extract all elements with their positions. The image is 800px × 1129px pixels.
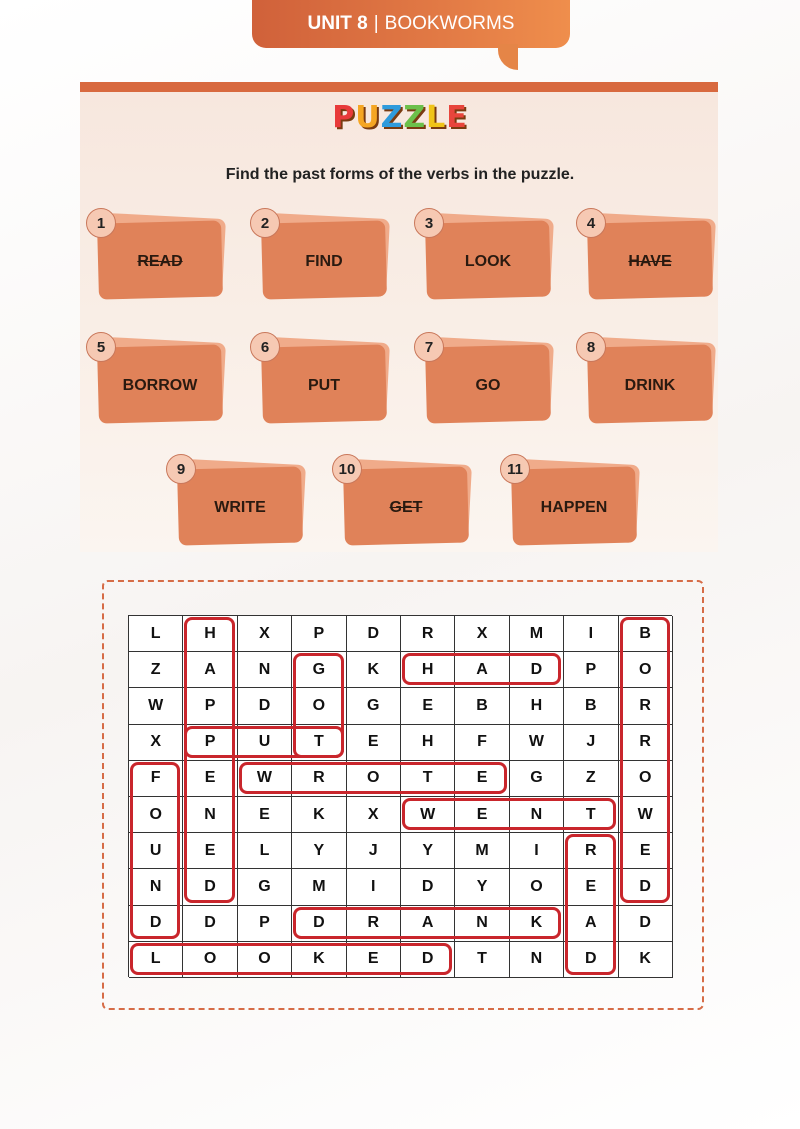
grid-cell: K: [347, 652, 401, 688]
grid-cell: R: [619, 688, 673, 724]
grid-cell: O: [238, 942, 292, 978]
verb-card: [507, 460, 636, 544]
grid-cell: H: [401, 652, 455, 688]
grid-cell: D: [619, 906, 673, 942]
grid-cell: T: [292, 725, 346, 761]
grid-cell: J: [347, 833, 401, 869]
verb-number: 1: [86, 208, 116, 238]
grid-cell: D: [129, 906, 183, 942]
verb-number: 11: [500, 454, 530, 484]
puzzle-title-letter: U: [355, 100, 381, 135]
verb-card: [176, 460, 302, 544]
puzzle-title-letter: E: [446, 100, 468, 135]
verb-word: FIND: [305, 253, 343, 270]
grid-cell: M: [292, 869, 346, 905]
verb-card: [424, 214, 550, 298]
grid-cell: Z: [129, 652, 183, 688]
grid-cell: O: [347, 761, 401, 797]
grid-cell: A: [455, 652, 509, 688]
grid-cell: O: [292, 688, 346, 724]
grid-cell: D: [183, 869, 237, 905]
grid-cell: D: [238, 688, 292, 724]
verb-number: 4: [576, 208, 606, 238]
grid-cell: A: [401, 906, 455, 942]
grid-cell: N: [510, 942, 564, 978]
grid-cell: J: [564, 725, 618, 761]
grid-cell: X: [238, 616, 292, 652]
grid-cell: W: [129, 688, 183, 724]
grid-cell: D: [401, 942, 455, 978]
unit-tab-tail: [498, 44, 518, 70]
verb-word: BORROW: [122, 377, 198, 394]
verb-card: [424, 338, 550, 422]
puzzle-title: [0, 100, 800, 135]
grid-cell: D: [510, 652, 564, 688]
grid-cell: F: [129, 761, 183, 797]
grid-cell: X: [455, 616, 509, 652]
grid-cell: E: [619, 833, 673, 869]
unit-title: BOOKWORMS: [384, 13, 515, 34]
grid-cell: R: [347, 906, 401, 942]
grid-cell: K: [292, 797, 346, 833]
grid-cell: I: [564, 616, 618, 652]
verb-word: HAPPEN: [540, 499, 608, 516]
puzzle-title-letter: Z: [380, 100, 404, 135]
grid-cell: M: [510, 616, 564, 652]
grid-cell: R: [619, 725, 673, 761]
grid-cell: P: [292, 616, 346, 652]
grid-cell: D: [401, 869, 455, 905]
grid-cell: O: [619, 761, 673, 797]
grid-cell: E: [238, 797, 292, 833]
unit-label: UNIT 8: [307, 13, 368, 34]
verb-card: [586, 338, 712, 422]
grid-cell: G: [238, 869, 292, 905]
grid-cell: N: [183, 797, 237, 833]
grid-cell: Y: [292, 833, 346, 869]
verb-number: 10: [332, 454, 362, 484]
grid-cell: E: [347, 725, 401, 761]
grid-cell: X: [129, 725, 183, 761]
grid-cell: E: [347, 942, 401, 978]
grid-cell: E: [183, 761, 237, 797]
grid-cell: K: [619, 942, 673, 978]
grid-cell: H: [510, 688, 564, 724]
word-search-grid: [128, 615, 672, 977]
grid-cell: A: [564, 906, 618, 942]
grid-cell: Y: [401, 833, 455, 869]
verb-card: [96, 338, 222, 422]
grid-cell: P: [238, 906, 292, 942]
verb-word: GET: [389, 499, 423, 516]
grid-cell: X: [347, 797, 401, 833]
verb-card: [96, 214, 222, 298]
grid-cell: E: [564, 869, 618, 905]
grid-cell: U: [238, 725, 292, 761]
grid-cell: D: [183, 906, 237, 942]
grid-cell: O: [129, 797, 183, 833]
grid-cell: B: [564, 688, 618, 724]
verb-card: [260, 214, 386, 298]
verb-word: HAVE: [628, 253, 672, 270]
grid-cell: B: [455, 688, 509, 724]
grid-cell: M: [455, 833, 509, 869]
grid-cell: N: [129, 869, 183, 905]
puzzle-title-letter: P: [332, 100, 356, 135]
grid-cell: T: [564, 797, 618, 833]
grid-cell: E: [401, 688, 455, 724]
grid-cell: P: [183, 688, 237, 724]
grid-cell: W: [510, 725, 564, 761]
verb-number: 6: [250, 332, 280, 362]
verb-word: LOOK: [464, 253, 512, 270]
grid-cell: D: [564, 942, 618, 978]
puzzle-title-letter: L: [426, 100, 447, 135]
verb-number: 3: [414, 208, 444, 238]
grid-cell: E: [455, 797, 509, 833]
grid-cell: W: [238, 761, 292, 797]
grid-cell: N: [238, 652, 292, 688]
grid-cell: L: [238, 833, 292, 869]
verb-card: [260, 338, 386, 422]
grid-cell: U: [129, 833, 183, 869]
grid-cell: G: [292, 652, 346, 688]
verb-word: PUT: [308, 377, 340, 394]
grid-cell: N: [455, 906, 509, 942]
grid-cell: E: [183, 833, 237, 869]
grid-cell: Y: [455, 869, 509, 905]
verb-word: DRINK: [624, 377, 676, 394]
grid-cell: L: [129, 616, 183, 652]
verb-card: [338, 460, 468, 544]
grid-cell: B: [619, 616, 673, 652]
unit-separator: |: [373, 13, 379, 34]
grid-cell: I: [347, 869, 401, 905]
grid-cell: O: [183, 942, 237, 978]
verb-word: READ: [137, 253, 183, 270]
grid-cell: W: [619, 797, 673, 833]
verb-number: 2: [250, 208, 280, 238]
grid-cell: A: [183, 652, 237, 688]
grid-cell: H: [183, 616, 237, 652]
grid-cell: G: [347, 688, 401, 724]
verb-word: WRITE: [214, 499, 266, 516]
grid-cell: P: [183, 725, 237, 761]
grid-cell: H: [401, 725, 455, 761]
verb-number: 8: [576, 332, 606, 362]
verb-card: [586, 214, 712, 298]
grid-cell: K: [292, 942, 346, 978]
grid-cell: I: [510, 833, 564, 869]
grid-cell: W: [401, 797, 455, 833]
grid-cell: N: [510, 797, 564, 833]
instruction-text: Find the past forms of the verbs in the puzzle.: [225, 166, 575, 183]
grid-cell: O: [510, 869, 564, 905]
grid-cell: F: [455, 725, 509, 761]
verb-number: 9: [166, 454, 196, 484]
grid-cell: Z: [564, 761, 618, 797]
grid-cell: D: [347, 616, 401, 652]
grid-cell: G: [510, 761, 564, 797]
grid-cell: D: [292, 906, 346, 942]
verb-word: GO: [475, 377, 501, 394]
verb-number: 7: [414, 332, 444, 362]
grid-cell: R: [564, 833, 618, 869]
grid-cell: L: [129, 942, 183, 978]
verb-number: 5: [86, 332, 116, 362]
unit-header-tab: [252, 0, 570, 48]
grid-cell: K: [510, 906, 564, 942]
grid-cell: T: [401, 761, 455, 797]
puzzle-title-letter: Z: [403, 100, 427, 135]
grid-cell: T: [455, 942, 509, 978]
grid-cell: P: [564, 652, 618, 688]
grid-cell: O: [619, 652, 673, 688]
grid-cell: R: [401, 616, 455, 652]
grid-cell: R: [292, 761, 346, 797]
grid-cell: E: [455, 761, 509, 797]
grid-cell: D: [619, 869, 673, 905]
